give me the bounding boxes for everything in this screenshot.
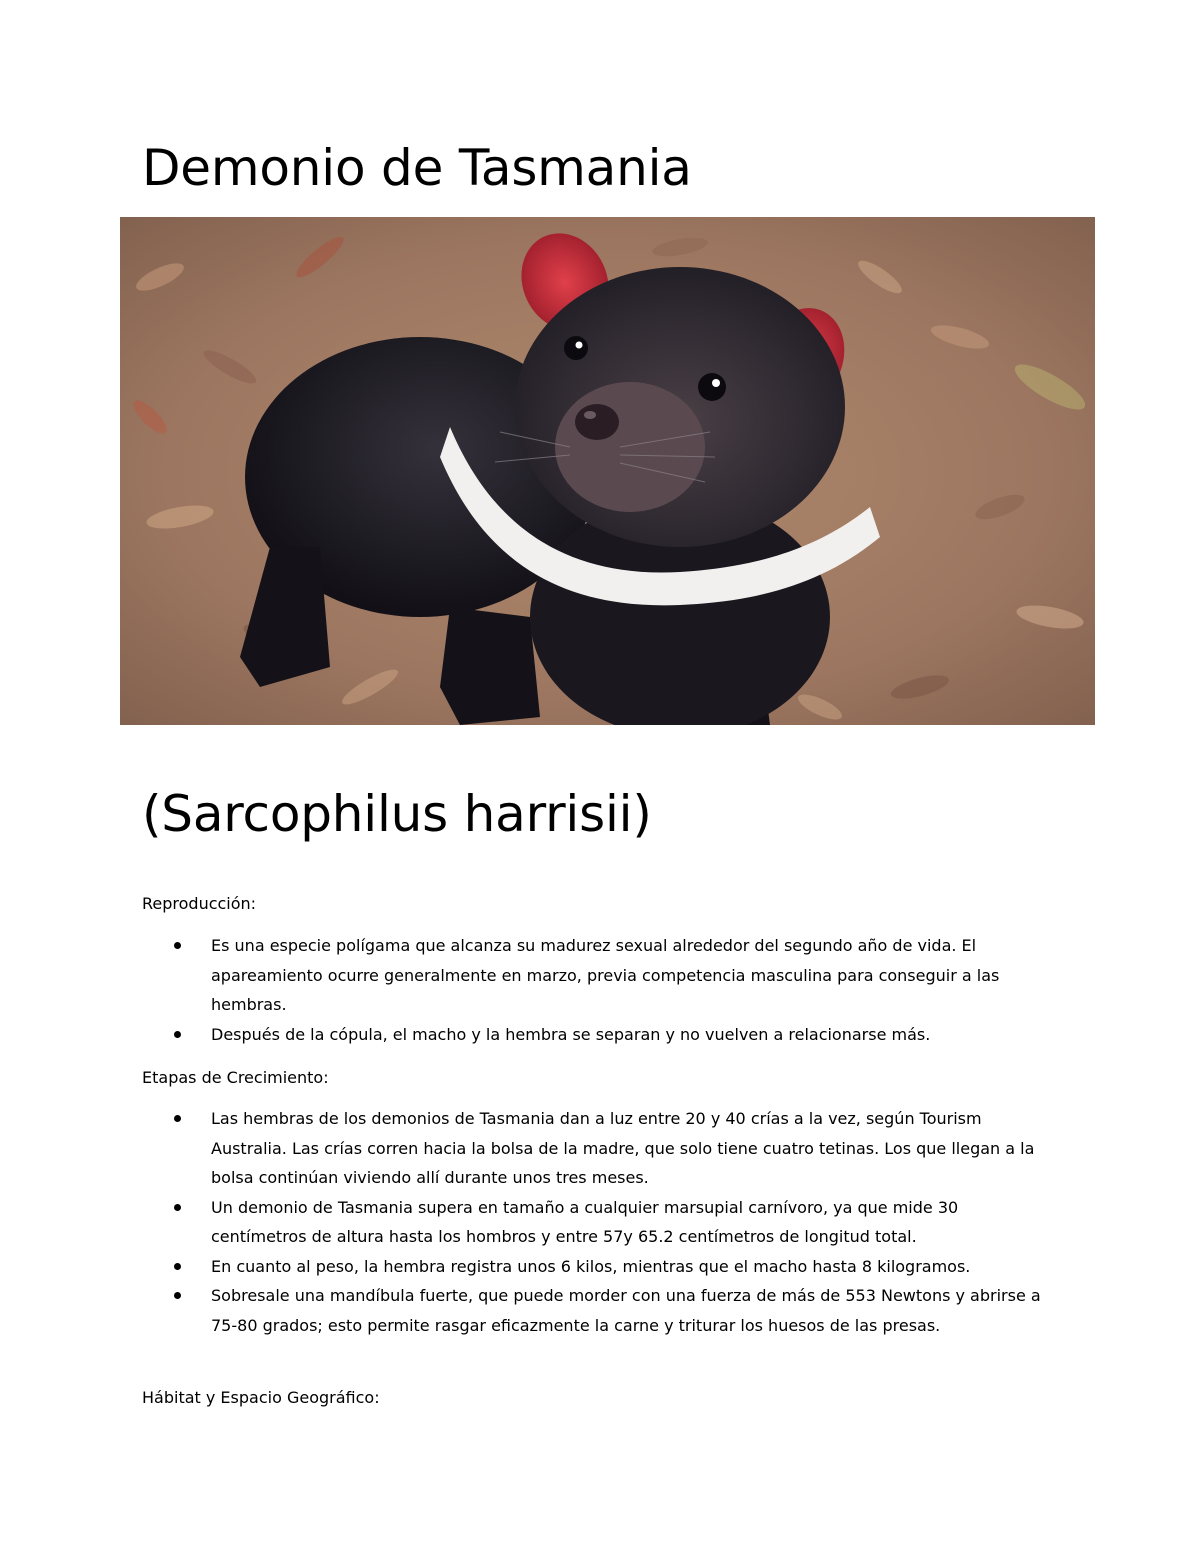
list-item-text: Es una especie polígama que alcanza su madurez sexual alrededor del segundo año de vida. El apareamiento ocurre generalmente en marzo, previa competencia masculina para conseguir a las hembras.: [211, 936, 1000, 1014]
bullet-icon: [174, 1263, 181, 1270]
list-item-text: Sobresale una mandíbula fuerte, que puede morder con una fuerza de más de 553 Newtons y abrirse a 75-80 grados; esto permite rasgar eficazmente la carne y triturar los huesos de las presas.: [211, 1286, 1041, 1335]
list-item-text: Después de la cópula, el macho y la hembra se separan y no vuelven a relacionarse más.: [211, 1024, 931, 1044]
bullet-icon: [174, 1204, 181, 1211]
bullet-icon: [174, 1292, 181, 1299]
section-heading-habitat: Hábitat y Espacio Geográfico:: [142, 1388, 380, 1407]
page-title: Demonio de Tasmania: [142, 139, 692, 197]
list-item: [142, 1193, 1042, 1252]
bullet-icon: [174, 942, 181, 949]
list-item: [142, 1281, 1042, 1340]
list-item: [142, 931, 1042, 1020]
bullet-icon: [174, 1031, 181, 1038]
bullet-icon: [174, 1115, 181, 1122]
list-item: [142, 1020, 1042, 1050]
section-heading-reproduccion: Reproducción:: [142, 894, 257, 913]
list-item-text: Las hembras de los demonios de Tasmania dan a luz entre 20 y 40 crías a la vez, según Tourism Australia. Las crías corren hacia la bolsa de la madre, que solo tiene cuatro tetinas. Los que llegan a la bolsa continúan viviendo allí durante unos tres meses.: [211, 1109, 1035, 1187]
bullet-list-crecimiento: [142, 1104, 1042, 1340]
list-item: [142, 1104, 1042, 1193]
tasmanian-devil-photo: [120, 217, 1095, 725]
bullet-list-reproduccion: [142, 931, 1042, 1049]
scientific-name: (Sarcophilus harrisii): [142, 785, 652, 843]
list-item-text: En cuanto al peso, la hembra registra unos 6 kilos, mientras que el macho hasta 8 kilogramos.: [211, 1256, 971, 1276]
list-item-text: Un demonio de Tasmania supera en tamaño a cualquier marsupial carnívoro, ya que mide 30 centímetros de altura hasta los hombros y entre 57y 65.2 centímetros de longitud total.: [211, 1197, 959, 1246]
tasmanian-devil-illustration: [120, 217, 1095, 725]
section-heading-crecimiento: Etapas de Crecimiento:: [142, 1068, 329, 1087]
list-item: [142, 1252, 1042, 1282]
